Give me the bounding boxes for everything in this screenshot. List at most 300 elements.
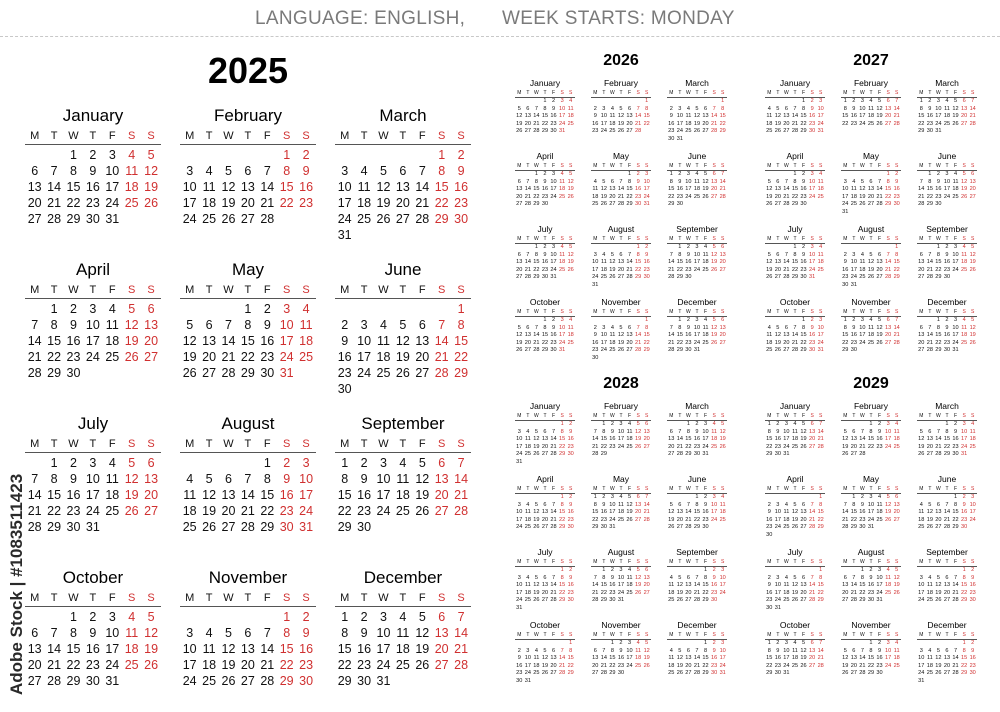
day-cell: 7	[244, 472, 252, 486]
day-cell: 13	[668, 436, 675, 442]
day-cell: 1	[457, 302, 465, 316]
weekday-label: T	[928, 559, 932, 565]
day-cell: 4	[784, 574, 788, 581]
weekday-label: M	[517, 486, 522, 492]
day-cell: 29	[454, 366, 469, 380]
day-cell: 1	[341, 610, 349, 624]
day-cell: 30	[876, 670, 883, 676]
day-cell: 8	[560, 574, 564, 581]
day-cell: 16	[279, 488, 294, 502]
day-cell: 21	[969, 113, 976, 119]
day-cell: 29	[935, 274, 942, 280]
day-cell: 1	[534, 244, 538, 250]
weekday-label: M	[669, 90, 674, 96]
day-cell: 13	[643, 574, 650, 581]
day-cell: 17	[961, 436, 968, 442]
day-cell: 14	[791, 332, 799, 338]
day-cell: 23	[711, 662, 718, 669]
weekday-label: T	[526, 236, 530, 242]
day-cell: 29	[676, 274, 683, 280]
day-cell: 16	[550, 332, 557, 338]
day-cell: 15	[867, 436, 875, 442]
day-cell: 15	[559, 436, 566, 442]
day-cell: 26	[867, 274, 875, 280]
day-cell: 23	[859, 516, 866, 523]
day-cell: 11	[524, 436, 531, 442]
day-cell: 25	[609, 347, 616, 353]
day-cell: 7	[593, 574, 597, 581]
day-cell: 19	[952, 113, 959, 119]
weekday-label: T	[869, 486, 873, 492]
day-cell: 24	[676, 128, 683, 134]
day-cell: 31	[609, 524, 616, 530]
weekday-label: W	[686, 236, 691, 242]
day-cell: 5	[418, 456, 426, 470]
day-cell: 14	[693, 582, 701, 588]
day-cell: 10	[626, 647, 633, 654]
day-cell: 9	[551, 105, 556, 112]
day-cell: 20	[918, 339, 925, 346]
day-cell: 20	[711, 186, 718, 192]
day-cell: 14	[27, 488, 42, 502]
day-cell: 21	[47, 658, 62, 672]
day-cell: 10	[867, 501, 875, 508]
day-cell: 27	[943, 670, 951, 676]
day-cell: 22	[643, 339, 650, 346]
day-cell: 22	[337, 504, 352, 518]
weekday-label: F	[704, 559, 708, 565]
day-cell: 30	[774, 451, 781, 457]
day-cell: 20	[783, 339, 790, 346]
day-cell: 28	[635, 347, 642, 353]
day-cell: 28	[859, 670, 866, 676]
day-cell: 13	[240, 642, 255, 656]
weekday-label: W	[936, 559, 941, 565]
weekday-label: T	[928, 632, 932, 638]
day-cell: 15	[626, 186, 633, 192]
day-cell: 12	[676, 582, 683, 588]
day-cell: 17	[711, 509, 718, 515]
month-name: September	[676, 224, 718, 234]
day-cell: 27	[240, 212, 255, 226]
day-cell: 11	[893, 428, 900, 435]
language-label: LANGUAGE: ENGLISH,	[255, 8, 466, 29]
day-cell: 23	[702, 516, 709, 523]
day-cell: 14	[617, 186, 625, 192]
day-cell: 29	[626, 201, 633, 207]
day-cell: 3	[843, 178, 847, 185]
day-cell: 7	[953, 574, 958, 581]
day-cell: 21	[711, 120, 718, 127]
day-cell: 10	[809, 178, 816, 185]
day-cell: 23	[643, 266, 650, 273]
month-2029-11	[841, 620, 901, 690]
day-cell: 26	[395, 366, 410, 380]
day-cell: 26	[926, 524, 933, 530]
day-cell: 11	[850, 186, 857, 192]
day-cell: 7	[936, 428, 940, 435]
day-cell: 19	[533, 516, 540, 523]
weekday-label: W	[686, 486, 691, 492]
day-cell: 14	[952, 655, 959, 661]
day-cell: 24	[719, 589, 726, 596]
day-cell: 2	[852, 317, 856, 323]
day-cell: 30	[685, 347, 692, 353]
day-cell: 15	[643, 113, 650, 119]
month-name: January	[779, 78, 811, 88]
day-cell: 18	[817, 186, 824, 192]
day-cell: 20	[702, 120, 709, 127]
weekday-label: M	[919, 632, 924, 638]
day-cell: 29	[66, 212, 81, 226]
weekday-label: F	[263, 130, 271, 142]
day-cell: 29	[791, 274, 799, 280]
weekday-label: M	[919, 90, 924, 96]
day-cell: 23	[867, 589, 875, 596]
day-cell: 23	[766, 524, 773, 530]
day-cell: 11	[396, 472, 410, 486]
weekday-label: S	[712, 90, 716, 96]
day-cell: 27	[626, 347, 633, 353]
month-name: May	[862, 151, 880, 161]
day-cell: 27	[935, 524, 942, 530]
day-cell: 27	[541, 597, 549, 603]
month-name: July	[787, 547, 803, 557]
weekday-label: T	[205, 438, 213, 450]
day-cell: 8	[962, 574, 966, 581]
day-cell: 13	[592, 655, 599, 661]
day-cell: 23	[774, 662, 781, 669]
day-cell: 10	[524, 655, 531, 661]
day-cell: 8	[610, 647, 614, 654]
day-cell: 26	[693, 128, 701, 134]
day-cell: 20	[144, 488, 159, 502]
month-name: March	[685, 401, 709, 411]
day-cell: 5	[936, 647, 940, 654]
weekday-label: M	[919, 413, 924, 419]
weekday-label: T	[695, 559, 699, 565]
day-cell: 24	[774, 524, 781, 530]
weekday-label: M	[767, 236, 772, 242]
weekday-label: W	[936, 236, 941, 242]
day-cell: 7	[695, 647, 699, 654]
day-cell: 8	[860, 574, 864, 581]
day-cell: 21	[524, 193, 531, 200]
day-cell: 26	[516, 128, 523, 134]
month-name: February	[603, 401, 638, 411]
day-cell: 15	[454, 334, 469, 348]
day-cell: 3	[953, 317, 958, 323]
day-cell: 3	[776, 574, 780, 581]
day-cell: 14	[643, 501, 650, 508]
day-cell: 19	[876, 332, 883, 338]
day-cell: 18	[926, 589, 933, 596]
weekday-label: S	[128, 592, 136, 604]
day-cell: 7	[784, 251, 788, 258]
day-cell: 11	[202, 642, 216, 656]
day-cell: 21	[809, 589, 816, 596]
weekday-label: M	[767, 413, 772, 419]
day-cell: 18	[592, 193, 599, 200]
day-cell: 24	[817, 120, 824, 127]
day-cell: 8	[886, 178, 890, 185]
month-2026-10	[515, 297, 575, 367]
month-2028-1	[515, 401, 575, 471]
day-cell: 28	[668, 274, 675, 280]
day-cell: 8	[283, 164, 291, 178]
day-cell: 30	[766, 604, 773, 611]
day-cell: 25	[791, 662, 799, 669]
day-cell: 4	[819, 244, 823, 250]
day-cell: 20	[626, 339, 633, 346]
day-cell: 15	[791, 259, 799, 265]
day-cell: 3	[860, 98, 864, 104]
month-name: May	[231, 260, 265, 279]
day-cell: 25	[702, 266, 709, 273]
day-cell: 21	[693, 662, 701, 669]
day-cell: 30	[85, 674, 100, 688]
day-cell: 17	[299, 488, 314, 502]
day-cell: 22	[685, 443, 692, 450]
day-cell: 30	[567, 524, 574, 530]
day-cell: 18	[105, 488, 120, 502]
day-cell: 11	[396, 626, 410, 640]
day-cell: 18	[791, 436, 799, 442]
day-cell: 6	[418, 318, 426, 332]
day-cell: 13	[541, 582, 549, 588]
day-cell: 25	[867, 339, 875, 346]
day-cell: 1	[843, 317, 847, 323]
day-cell: 22	[791, 193, 799, 200]
day-cell: 28	[550, 524, 557, 530]
day-cell: 4	[636, 640, 640, 646]
month-name: April	[786, 474, 804, 484]
month-2028-5	[591, 474, 651, 544]
day-cell: 28	[635, 128, 642, 134]
day-cell: 21	[27, 504, 42, 518]
day-cell: 14	[550, 436, 557, 442]
day-cell: 27	[550, 670, 557, 676]
day-cell: 15	[685, 436, 692, 442]
day-cell: 2	[360, 456, 368, 470]
day-cell: 7	[457, 456, 465, 470]
weekday-label: T	[852, 90, 856, 96]
day-cell: 12	[415, 626, 430, 640]
day-cell: 2	[767, 574, 771, 581]
day-cell: 31	[935, 128, 942, 134]
weekday-label: S	[895, 236, 899, 242]
day-cell: 9	[810, 324, 814, 331]
day-cell: 3	[860, 317, 864, 323]
day-cell: 25	[926, 597, 933, 603]
month-name: July	[537, 547, 553, 557]
weekday-label: T	[945, 163, 949, 169]
day-cell: 24	[918, 597, 925, 603]
weekday-label: T	[399, 592, 407, 604]
day-cell: 1	[543, 98, 547, 104]
day-cell: 1	[438, 148, 446, 162]
day-cell: 22	[676, 339, 683, 346]
weekday-label: T	[776, 632, 780, 638]
day-cell: 10	[719, 574, 726, 581]
day-cell: 11	[952, 178, 959, 185]
day-cell: 26	[643, 662, 650, 669]
day-cell: 23	[685, 339, 692, 346]
weekday-label: T	[776, 559, 780, 565]
day-cell: 10	[809, 251, 816, 258]
weekday-label: S	[819, 559, 823, 565]
month-name: February	[603, 78, 638, 88]
weekday-label: S	[438, 438, 446, 450]
weekday-label: T	[399, 284, 407, 296]
day-cell: 7	[784, 178, 788, 185]
day-cell: 11	[876, 501, 883, 508]
weekday-label: M	[593, 413, 598, 419]
day-cell: 26	[617, 128, 625, 134]
day-cell: 9	[767, 582, 771, 588]
day-cell: 27	[643, 589, 650, 596]
day-cell: 14	[918, 186, 925, 192]
weekday-label: F	[878, 90, 882, 96]
weekday-label: T	[89, 438, 97, 450]
day-cell: 31	[961, 451, 968, 457]
day-cell: 11	[183, 488, 197, 502]
weekday-label: T	[695, 163, 699, 169]
day-cell: 12	[567, 251, 574, 258]
day-cell: 18	[567, 113, 574, 119]
day-cell: 27	[541, 451, 549, 457]
day-cell: 16	[643, 259, 650, 265]
day-cell: 10	[516, 436, 523, 442]
day-cell: 16	[867, 582, 875, 588]
weekday-label: W	[686, 90, 691, 96]
day-cell: 8	[801, 324, 806, 331]
day-cell: 14	[809, 582, 816, 588]
day-cell: 4	[526, 428, 530, 435]
weekday-label: M	[593, 236, 598, 242]
day-cell: 30	[850, 347, 857, 353]
day-cell: 27	[415, 366, 430, 380]
day-cell: 26	[635, 443, 642, 450]
month-name: June	[937, 474, 957, 484]
day-cell: 16	[850, 113, 857, 119]
day-cell: 22	[47, 350, 62, 364]
day-cell: 15	[635, 259, 642, 265]
day-cell: 3	[560, 317, 564, 323]
day-cell: 16	[609, 582, 616, 588]
day-cell: 28	[783, 274, 790, 280]
day-cell: 18	[533, 662, 540, 669]
day-cell: 21	[876, 193, 883, 200]
day-cell: 6	[551, 647, 556, 654]
day-cell: 28	[926, 274, 933, 280]
month-2028-4	[515, 474, 575, 544]
day-cell: 5	[569, 171, 573, 177]
day-cell: 16	[337, 350, 352, 364]
day-cell: 11	[859, 259, 866, 265]
day-cell: 16	[893, 186, 900, 192]
weekday-label: F	[108, 592, 116, 604]
day-cell: 7	[457, 610, 465, 624]
day-cell: 28	[817, 443, 824, 450]
day-cell: 29	[800, 347, 807, 353]
day-cell: 14	[711, 113, 718, 119]
day-cell: 2	[962, 494, 966, 500]
day-cell: 29	[668, 201, 675, 207]
day-cell: 24	[783, 662, 790, 669]
day-cell: 13	[434, 626, 449, 640]
day-cell: 31	[299, 520, 314, 534]
day-cell: 20	[434, 488, 449, 502]
day-cell: 13	[719, 251, 726, 258]
day-cell: 4	[703, 317, 708, 323]
day-cell: 2	[569, 567, 573, 573]
day-cell: 5	[919, 428, 923, 435]
day-cell: 28	[783, 201, 790, 207]
day-cell: 3	[517, 428, 521, 435]
day-cell: 27	[434, 504, 449, 518]
day-cell: 21	[240, 504, 255, 518]
day-cell: 18	[766, 120, 773, 127]
day-cell: 13	[685, 655, 692, 661]
day-cell: 3	[810, 171, 814, 177]
day-cell: 14	[685, 509, 692, 515]
day-cell: 8	[819, 574, 823, 581]
day-cell: 1	[283, 610, 291, 624]
day-cell: 10	[559, 105, 566, 112]
weekday-label: S	[971, 236, 975, 242]
day-cell: 24	[85, 350, 100, 364]
day-cell: 25	[395, 658, 410, 672]
day-cell: 25	[533, 670, 540, 676]
day-cell: 3	[619, 421, 623, 427]
day-cell: 21	[260, 196, 275, 210]
day-cell: 27	[943, 597, 951, 603]
day-cell: 6	[147, 456, 155, 470]
day-cell: 8	[645, 105, 649, 112]
day-cell: 10	[952, 324, 959, 331]
day-cell: 4	[869, 98, 873, 104]
day-cell: 28	[559, 670, 566, 676]
weekday-label: F	[878, 309, 882, 315]
weekday-label: S	[645, 413, 649, 419]
month-2028-12	[667, 620, 727, 690]
weekday-label: T	[526, 413, 530, 419]
day-cell: 24	[885, 443, 892, 450]
day-cell: 24	[693, 266, 701, 273]
day-cell: 31	[809, 274, 816, 280]
month-name: June	[687, 474, 707, 484]
day-cell: 5	[418, 610, 426, 624]
day-cell: 6	[244, 626, 252, 640]
day-cell: 16	[943, 259, 951, 265]
day-cell: 2	[801, 171, 806, 177]
day-cell: 16	[800, 259, 807, 265]
day-cell: 11	[694, 178, 700, 185]
weekday-label: M	[843, 309, 848, 315]
day-cell: 10	[600, 332, 607, 338]
day-cell: 26	[961, 193, 968, 200]
day-cell: 23	[600, 516, 607, 523]
day-cell: 27	[783, 347, 790, 353]
day-cell: 1	[636, 244, 640, 250]
day-cell: 20	[876, 266, 883, 273]
day-cell: 2	[703, 494, 708, 500]
day-cell: 23	[567, 589, 574, 596]
day-cell: 30	[550, 347, 557, 353]
weekday-label: F	[954, 163, 958, 169]
weekday-label: T	[928, 309, 932, 315]
